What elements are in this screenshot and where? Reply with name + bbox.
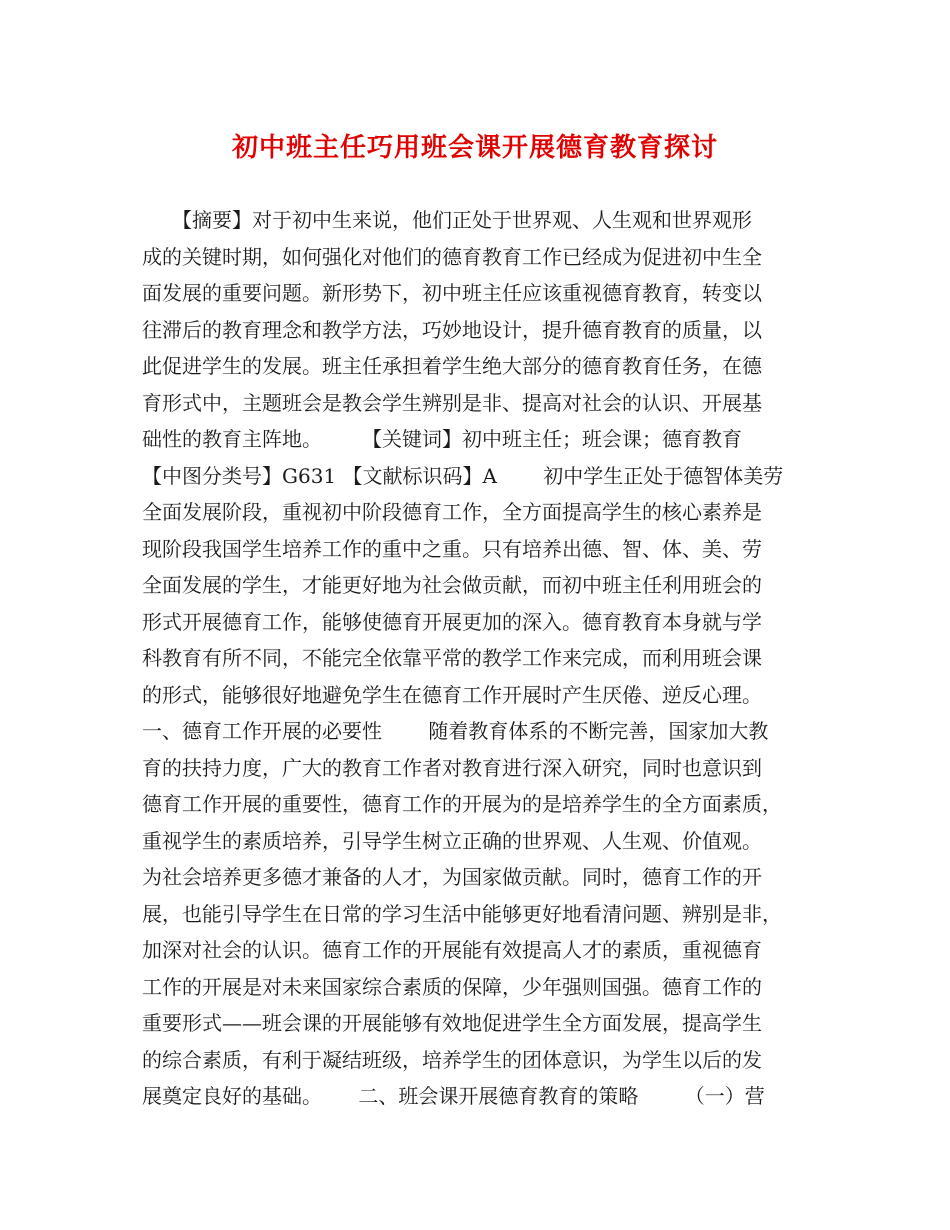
body-line: 此促进学生的发展。班主任承担着学生绝大部分的德育教育任务，在德: [142, 354, 762, 378]
body-line: 育的扶持力度，广大的教育工作者对教育进行深入研究，同时也意识到: [142, 755, 762, 780]
body-line: 展奠定良好的基础。 二、班会课开展德育教育的策略 （一）营: [142, 1084, 765, 1108]
body-line: 面发展的重要问题。新形势下，初中班主任应该重视德育教育，转变以: [142, 281, 762, 305]
body-line: 全面发展阶段，重视初中阶段德育工作，全方面提高学生的核心素养是: [142, 500, 762, 524]
body-line: 础性的教育主阵地。 【关键词】初中班主任；班会课；德育教育: [142, 427, 742, 451]
body-line: 德育工作开展的重要性，德育工作的开展为的是培养学生的全方面素质，: [142, 792, 782, 816]
body-line: 展，也能引导学生在日常的学习生活中能够更好地看清问题、辨别是非，: [142, 901, 782, 926]
document-body: [142, 202, 822, 1115]
body-line: 形式开展德育工作，能够使德育开展更加的深入。德育教育本身就与学: [142, 609, 762, 634]
body-line: 一、德育工作开展的必要性 随着教育体系的不断完善，国家加大教: [142, 719, 769, 743]
body-line: 育形式中，主题班会是教会学生辨别是非、提高对社会的认识、开展基: [142, 390, 762, 415]
body-line: 现阶段我国学生培养工作的重中之重。只有培养出德、智、体、美、劳: [142, 536, 762, 561]
body-line: 为社会培养更多德才兼备的人才，为国家做贡献。同时，德育工作的开: [142, 865, 762, 889]
body-line: 【中图分类号】G631 【文献标识码】A 初中学生正处于德智体美劳: [142, 463, 784, 488]
body-line: 【摘要】对于初中生来说，他们正处于世界观、人生观和世界观形: [142, 208, 752, 232]
body-line: 的形式，能够很好地避免学生在德育工作开展时产生厌倦、逆反心理。: [142, 682, 762, 707]
body-line: 工作的开展是对未来国家综合素质的保障，少年强则国强。德育工作的: [142, 974, 762, 999]
document-title: 初中班主任巧用班会课开展德育教育探讨: [231, 133, 718, 163]
body-line: 重视学生的素质培养，引导学生树立正确的世界观、人生观、价值观。: [142, 828, 762, 853]
body-line: 加深对社会的认识。德育工作的开展能有效提高人才的素质，重视德育: [142, 938, 762, 962]
body-line: 重要形式——班会课的开展能够有效地促进学生全方面发展，提高学生: [142, 1011, 762, 1035]
body-line: 科教育有所不同，不能完全依靠平常的教学工作来完成，而利用班会课: [142, 646, 762, 670]
body-line: 的综合素质，有利于凝结班级，培养学生的团体意识，为学生以后的发: [142, 1047, 762, 1072]
body-line: 全面发展的学生，才能更好地为社会做贡献，而初中班主任利用班会的: [142, 573, 762, 597]
body-line: 往滞后的教育理念和教学方法，巧妙地设计，提升德育教育的质量，以: [142, 317, 762, 342]
body-line: 成的关键时期，如何强化对他们的德育教育工作已经成为促进初中生全: [142, 244, 762, 269]
